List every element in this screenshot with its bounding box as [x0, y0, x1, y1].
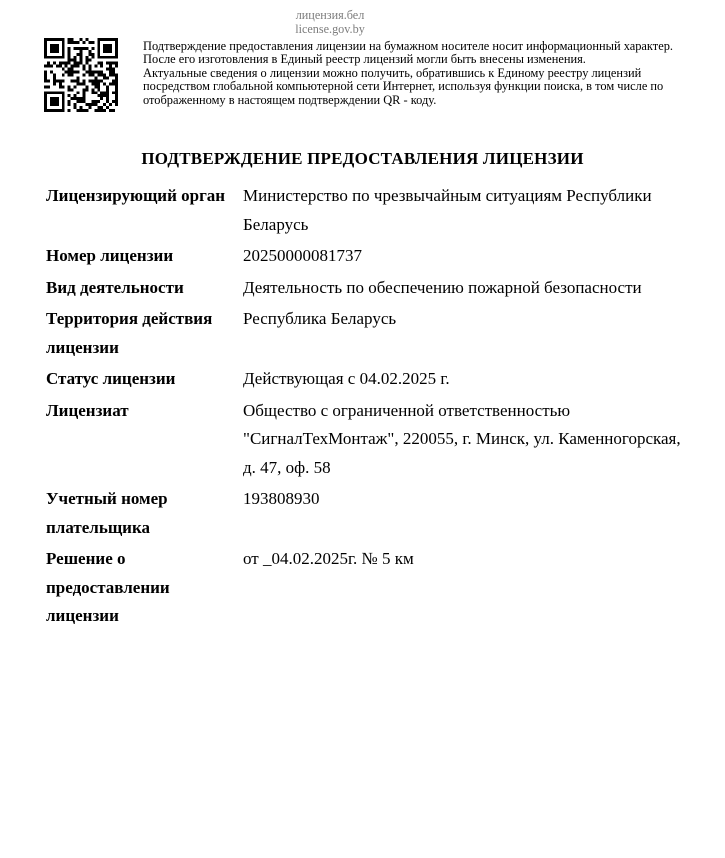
disclaimer-line: посредством глобальной компьютерной сети Интернет, используя функции поиска, в том числе по	[143, 79, 664, 94]
field-value: Деятельность по обеспечению пожарной безопасности	[243, 277, 642, 297]
field-value: Действующая с 04.02.2025 г.	[243, 369, 450, 388]
field-label: Лицензиат	[46, 400, 129, 420]
field-row-licensee	[46, 396, 691, 485]
field-value: от _04.02.2025г. № 5 км	[243, 549, 414, 568]
field-value: Министерство по чрезвычайным ситуациям Республики Беларусь	[243, 186, 652, 234]
field-row-license-number	[46, 241, 691, 273]
site-header	[0, 9, 660, 36]
disclaimer-line: отображенному в настоящем подтверждении QR - коду.	[143, 92, 437, 107]
field-value: Республика Беларусь	[243, 309, 397, 328]
field-value: 193808930	[243, 489, 320, 508]
field-label: Решение о предоставлении лицензии	[46, 549, 170, 625]
field-row-decision	[46, 544, 691, 633]
document-title: ПОДТВЕРЖДЕНИЕ ПРЕДОСТАВЛЕНИЯ ЛИЦЕНЗИИ	[141, 149, 584, 168]
field-row-status	[46, 364, 691, 396]
qr-code-icon	[44, 38, 118, 112]
site-name-gov-by: license.gov.by	[295, 21, 365, 36]
disclaimer-line: Подтверждение предоставления лицензии на бумажном носителе носит информационный характер.	[143, 39, 673, 53]
disclaimer-line: Актуальные сведения о лицензии можно получить, обратившись к Единому реестру лицензий	[143, 65, 642, 80]
license-fields-table	[46, 181, 691, 633]
field-row-activity-type	[46, 273, 691, 305]
field-value: 20250000081737	[243, 246, 362, 265]
field-label: Статус лицензии	[46, 369, 176, 388]
disclaimer-text	[143, 40, 718, 107]
field-value: Общество с ограниченной ответственностью "СигналТехМонтаж", 220055, г. Минск, ул. Каменногорская, д. 47, оф. 58	[243, 400, 681, 477]
field-row-payer-number	[46, 484, 691, 544]
field-label: Вид деятельности	[46, 277, 184, 297]
field-row-licensing-authority	[46, 181, 691, 241]
disclaimer-line: После его изготовления в Единый реестр лицензий могли быть внесены изменения.	[143, 52, 586, 67]
field-label: Территория действия лицензии	[46, 309, 213, 357]
site-name-bel: лицензия.бел	[295, 8, 365, 22]
field-row-territory	[46, 304, 691, 364]
field-label: Лицензирующий орган	[46, 186, 226, 205]
field-label: Номер лицензии	[46, 246, 174, 265]
field-label: Учетный номер плательщика	[46, 489, 168, 537]
